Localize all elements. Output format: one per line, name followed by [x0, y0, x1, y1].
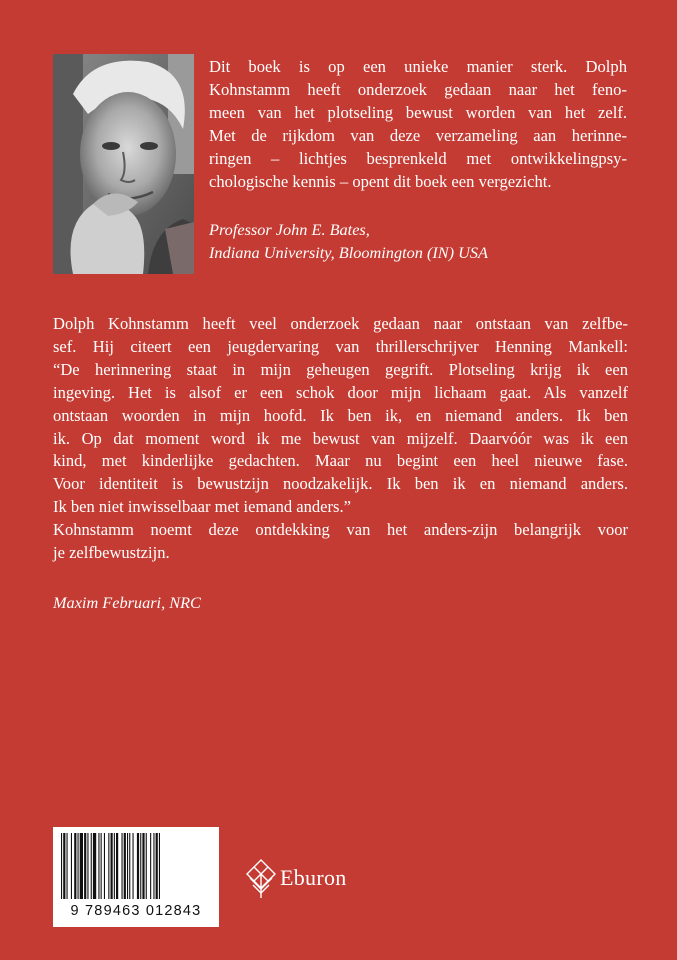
- barcode-bar: [71, 833, 72, 899]
- endorsement-attribution: [209, 218, 629, 264]
- review-line: Dolph Kohnstamm heeft veel onderzoek gedaan naar ontstaan van zelfbe-: [53, 314, 628, 333]
- endorsement-line: Dit boek is op een unieke manier sterk. Dolph: [209, 57, 627, 76]
- barcode-bar: [63, 833, 65, 899]
- barcode-bar: [133, 833, 134, 899]
- review-text: [53, 313, 628, 565]
- barcode-bar: [129, 833, 130, 899]
- barcode-bar: [80, 833, 83, 899]
- review-line: Ik ben niet inwisselbaar met iemand anders.”: [53, 497, 351, 517]
- review-line: Kohnstamm noemt deze ontdekking van het anders-zijn belangrijk voor: [53, 520, 628, 540]
- barcode-bar: [87, 833, 88, 899]
- endorser-affiliation: Indiana University, Bloomington (IN) USA: [209, 243, 489, 262]
- barcode-bar: [159, 833, 160, 899]
- review-line: ingeving. Het is alsof er een schok door mijn lichaam gaat. Als vanzelf: [53, 382, 628, 402]
- barcode-bar: [146, 833, 147, 899]
- endorsement-line: ringen – lichtjes besprenkeld met ontwikkelingpsy-: [209, 149, 627, 169]
- review-line: ontstaan woorden in mijn hoofd. Ik ben ik, en niemand anders. Ik ben: [53, 405, 628, 425]
- review-line: kind, met kinderlijke gedachten. Maar nu begint een heel nieuwe fase.: [53, 451, 628, 471]
- endorsement-line: meen van het plotseling bewust worden van het zelf.: [209, 103, 627, 123]
- review-line: “De herinnering staat in mijn geheugen gegrift. Plotseling krijg ik een: [53, 359, 628, 379]
- barcode-bar: [116, 833, 118, 899]
- review-line: sef. Hij citeert een jeugdervaring van thrillerschrijver Henning Mankell:: [53, 336, 628, 356]
- barcode-bar: [67, 833, 68, 899]
- isbn-barcode: [53, 827, 219, 927]
- barcode-bar: [101, 833, 102, 899]
- review-attribution: Maxim Februari, NRC: [53, 593, 201, 612]
- endorsement-line: Met de rijkdom van deze verzameling aan herinne-: [209, 126, 627, 146]
- endorser-name: Professor John E. Bates,: [209, 220, 370, 239]
- review-line: ik. Op dat moment word ik me bewust van mijzelf. Daarvóór was ik een: [53, 428, 628, 448]
- barcode-bars: [59, 833, 213, 901]
- barcode-bar: [153, 833, 154, 899]
- barcode-bar: [140, 833, 141, 899]
- barcode-bar: [150, 833, 151, 899]
- endorsement-text: [209, 55, 627, 194]
- endorsement-line: Kohnstamm heeft onderzoek gedaan naar het feno-: [209, 80, 627, 100]
- barcode-bar: [104, 833, 105, 899]
- author-portrait-image: [53, 54, 194, 274]
- barcode-bar: [156, 833, 158, 899]
- publisher-name: Eburon: [280, 865, 347, 890]
- barcode-bar: [78, 833, 79, 899]
- review-line: je zelfbewustzijn.: [53, 543, 170, 563]
- barcode-bar: [74, 833, 76, 899]
- review-line: Voor identiteit is bewustzijn noodzakelijk. Ik ben ik en niemand anders.: [53, 474, 628, 494]
- isbn-number: 9 789463 012843: [70, 903, 202, 919]
- barcode-bar: [98, 833, 99, 899]
- barcode-bar: [142, 833, 144, 899]
- barcode-bar: [127, 833, 128, 899]
- barcode-bar: [111, 833, 113, 899]
- barcode-bar: [91, 833, 92, 899]
- author-photo: [53, 54, 194, 274]
- barcode-bar: [137, 833, 139, 899]
- endorsement-line: chologische kennis – opent dit boek een vergezicht.: [209, 172, 552, 192]
- barcode-bar: [108, 833, 109, 899]
- barcode-bar: [124, 833, 126, 899]
- barcode-bar: [93, 833, 96, 899]
- barcode-bar: [122, 833, 123, 899]
- barcode-bar: [61, 833, 62, 899]
- barcode-bar: [114, 833, 115, 899]
- barcode-bar: [84, 833, 86, 899]
- eburon-mark-icon: [244, 858, 278, 900]
